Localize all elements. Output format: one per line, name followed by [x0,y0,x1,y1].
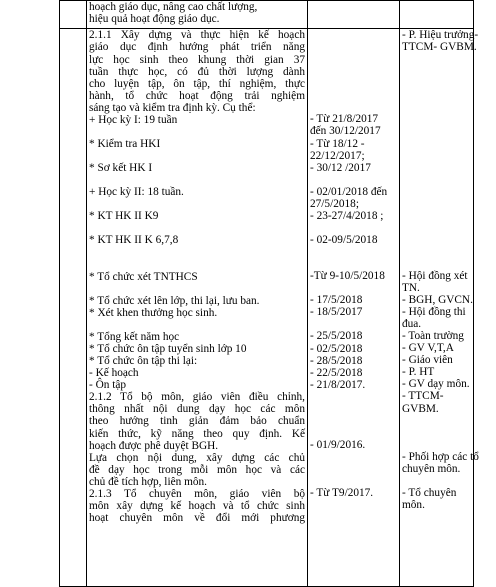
text-line: sáng tạo và kiểm tra định kỳ. Cụ thể: [89,101,256,114]
text-line: - 25/5/2018 [310,330,363,343]
text-line: 2.1.3 Tổ chuyên môn, giáo viên bộ [89,488,305,501]
text-line [310,451,397,463]
text-line: đề dạy học trong mỗi môn học và các [89,463,305,476]
text-line: - 02-09/5/2018 [310,234,378,247]
text-line [402,258,471,270]
text-line: -Từ 9-10/5/2018 [310,270,385,283]
text-line: kiến thức, kỹ năng theo quy định. Kế [89,427,305,440]
text-line: cho luyện tập, ôn tập, thí nghiệm, thực [89,77,305,90]
text-line [402,90,471,102]
text-line [310,403,397,415]
text-line: - 22/5/2018 [310,366,363,379]
text-line: + Học kỳ I: 19 tuần [89,113,178,126]
text-line [89,126,305,138]
text-line [402,114,471,126]
document-table [59,0,479,587]
text-line [402,150,471,162]
text-line: lực học sinh theo khung thời gian 37 [89,53,305,66]
text-line: - 02/01/2018 đến [310,185,388,198]
text-line [310,318,397,330]
text-line [310,463,397,475]
text-line: - Hội đồng thi [402,305,466,318]
text-line [89,319,305,331]
text-line: - Giáo viên [402,354,453,367]
text-line: - BGH, GVCN. [402,293,473,306]
text-line [402,198,471,210]
text-line: * Tổng kết năm học [89,330,180,343]
text-line: - Hội đồng xét [402,269,468,282]
text-line [310,511,397,523]
text-line: + Học kỳ II: 18 tuần. [89,186,184,199]
text-line: - Từ 21/8/2017 [310,113,379,126]
responsible-cell [400,1,474,29]
text-line [310,53,397,65]
content-cell [87,29,308,587]
text-line: giáo dục định hướng phát triển năng [89,41,305,54]
text-line: môn xây dựng kế hoạch và tổ chức sinh [89,500,305,513]
text-line [310,101,397,113]
text-line: đua. [402,317,422,330]
text-line: - P. HT [402,366,435,379]
text-line: TTCM- GVBM. [402,41,477,54]
text-line: theo hướng tinh giản đảm bảo chuẩn [89,415,305,428]
text-line: * KT HK II K 6,7,8 [89,234,179,247]
text-line: 2.1.1 Xây dựng và thực hiện kế hoạch [89,29,305,42]
text-line [89,198,305,210]
text-line: - 23-27/4/2018 ; [310,209,384,222]
text-line: môn. [402,498,425,511]
text-line [310,222,397,234]
text-line: * Tổ chức ôn tập thi lại: [89,355,198,367]
text-line: tuần thực học, có đủ thời lượng dành [89,65,305,78]
responsible-cell [400,29,479,587]
text-line [89,247,305,259]
text-line [402,102,471,114]
text-line: - 28/5/2018 [310,354,363,367]
text-line [402,66,471,78]
index-cell [60,29,87,587]
text-line: thông nhất nội dung dạy học các môn [89,403,305,416]
text-line [310,258,397,270]
text-line: hành, tổ chức hoạt động trải nghiệm [89,89,305,102]
text-line: - 02/5/2018 [310,342,363,355]
text-line: * Tổ chức ôn tập tuyển sinh lớp 10 [89,342,247,355]
text-line [402,186,471,198]
table-row [60,1,474,29]
text-line: - 21/8/2017. [310,378,366,391]
content-cell [87,1,308,29]
text-line: 22/12/2017; [310,149,365,162]
text-line [310,415,397,427]
text-line: chủ đề tích hợp, liên môn. [89,475,207,488]
text-line: * KT HK II K9 [89,210,159,223]
time-cell [308,1,400,29]
text-line [89,174,305,186]
text-line [402,54,471,66]
text-line: - Toàn trường [402,329,464,342]
text-line [402,210,471,222]
text-line [89,259,305,271]
text-line [402,246,471,258]
text-line [402,222,471,234]
text-line: - TTCM- [402,390,444,403]
text-line: - P. Hiệu trưởng- [402,29,479,42]
text-line [310,77,397,89]
text-line: - Phối hợp các tổ [402,450,479,463]
text-line [402,427,471,439]
text-line: đến 30/12/2017 [310,125,381,138]
text-line [402,126,471,138]
text-line: 2.1.2 Tổ bộ môn, giáo viên điều chỉnh, [89,391,305,404]
table-row [60,29,474,587]
text-line [402,439,471,451]
text-line [89,222,305,234]
text-line: TN. [402,281,420,294]
text-line [310,499,397,511]
text-line [402,174,471,186]
text-line: 27/5/2018; [310,197,359,210]
text-line [310,174,397,186]
text-line [310,65,397,77]
text-line [402,415,471,427]
text-line [310,475,397,487]
time-cell [308,29,400,587]
text-line: Lựa chọn nội dung, xây dựng các chủ [89,451,305,464]
text-line [402,138,471,150]
text-line: hoạch giáo dục, nâng cao chất lượng, [89,1,258,13]
text-line [310,246,397,258]
text-line [310,89,397,101]
text-line: - 30/12 /2017 [310,161,371,174]
text-line [310,282,397,294]
text-line [310,391,397,403]
text-line [89,150,305,162]
index-cell [60,1,87,29]
text-line [402,511,471,523]
text-line: * Sơ kết HK I [89,162,153,175]
text-line: - 17/5/2018 [310,294,363,307]
text-line: * Tổ chức xét TNTHCS [89,270,198,283]
text-line: - Từ T9/2017. [310,487,374,499]
text-line: - 18/5/2017 [310,306,363,319]
text-line: * Kiểm tra HKI [89,138,161,151]
text-line: GVBM. [402,402,439,415]
text-line: * Tổ chức xét lên lớp, thi lại, lưu ban. [89,294,260,307]
text-line: - GV V,T,A [402,342,454,355]
text-line [402,162,471,174]
text-line [310,41,397,53]
text-line [402,78,471,90]
text-line: - Từ 18/12 - [310,137,365,150]
text-line: - Ôn tập [89,379,127,392]
text-line [310,29,397,41]
text-line [402,234,471,246]
text-line [89,283,305,295]
text-line: hiệu quả hoạt động giáo dục. [89,13,220,26]
text-line: - Tổ chuyên [402,486,457,499]
text-line: hoạch được phê duyệt BGH. [89,439,219,452]
text-line: * Xét khen thưởng học sinh. [89,306,218,319]
text-line: hoạt chuyên môn về đổi mới phương [89,512,305,525]
text-line: chuyên môn. [402,462,461,475]
text-line [402,475,471,487]
text-line: - Kế hoạch [89,367,139,380]
text-line: - GV dạy môn. [402,378,470,391]
text-line [310,427,397,439]
text-line: - 01/9/2016. [310,438,366,451]
